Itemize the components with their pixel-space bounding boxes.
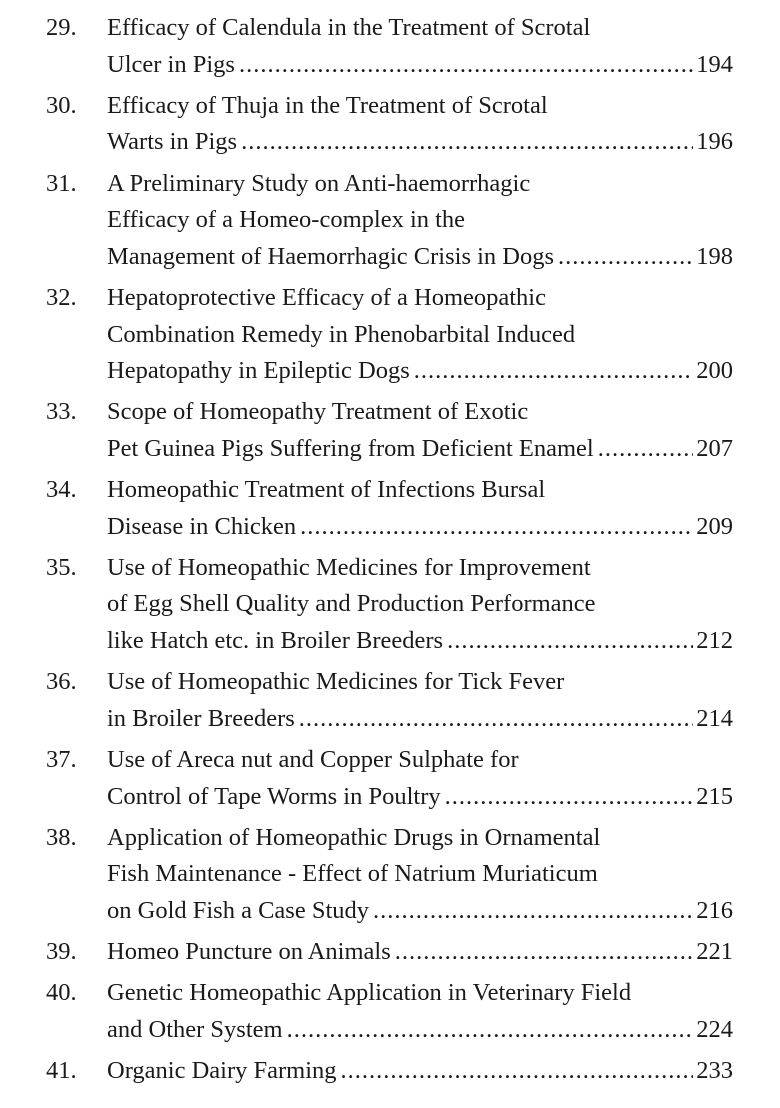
entry-title-line <box>107 550 733 587</box>
entry-title-line <box>107 623 733 660</box>
entry-title-text: Homeo Puncture on Animals <box>107 938 391 966</box>
entry-title-line <box>107 431 733 468</box>
dot-leader <box>598 431 694 468</box>
entry-title-text: Efficacy of a Homeo-complex in the <box>107 206 466 234</box>
entry-number: 30. <box>46 91 77 119</box>
entry-title-text: and Other System <box>107 1015 283 1043</box>
dot-leader <box>447 623 693 660</box>
dot-leader <box>299 701 693 738</box>
entry-title-line <box>107 472 733 509</box>
dot-leader <box>558 239 693 276</box>
entry-title-text: Use of Homeopathic Medicines for Tick Fever <box>107 668 565 696</box>
page-number: 221 <box>696 938 733 966</box>
page-number: 194 <box>696 50 733 78</box>
entry-title-line <box>107 893 733 930</box>
dot-leader <box>241 124 693 161</box>
toc-entry <box>0 280 780 390</box>
page-number: 224 <box>696 1015 733 1043</box>
page-number: 216 <box>696 897 733 924</box>
dot-leader <box>341 1053 694 1090</box>
dot-leader <box>300 509 693 546</box>
toc-entry <box>0 472 780 545</box>
entry-title-line <box>107 394 733 431</box>
entry-title-line <box>107 88 733 125</box>
toc-entry <box>0 664 780 737</box>
page-number: 209 <box>696 512 733 540</box>
entry-number: 40. <box>46 979 77 1007</box>
entry-title-text: on Gold Fish a Case Study <box>107 897 370 924</box>
entry-title-text: Efficacy of Thuja in the Treatment of Scrotal <box>107 91 548 119</box>
entry-number: 36. <box>46 668 77 696</box>
entry-title-line <box>107 353 733 390</box>
entry-title-text: in Broiler Breeders <box>107 704 295 732</box>
entry-title-text: Efficacy of Calendula in the Treatment of Scrotal <box>107 14 591 41</box>
toc-entry <box>0 166 780 276</box>
entry-title-line <box>107 820 733 857</box>
entry-title-text: of Egg Shell Quality and Production Performance <box>107 590 596 618</box>
entry-number: 38. <box>46 823 77 851</box>
entry-title-text: Ulcer in Pigs <box>107 50 235 78</box>
entry-number: 34. <box>46 476 77 504</box>
toc-entry <box>0 820 780 930</box>
entry-number: 31. <box>46 169 77 197</box>
dot-leader <box>373 893 693 930</box>
page-number: 207 <box>696 434 733 462</box>
entry-title-line <box>107 1012 733 1049</box>
entry-title-text: Use of Areca nut and Copper Sulphate for <box>107 746 519 774</box>
entry-title-text: like Hatch etc. in Broiler Breeders <box>107 627 444 655</box>
entry-title-line <box>107 701 733 738</box>
entry-title-line <box>107 975 733 1012</box>
entry-title-text: A Preliminary Study on Anti-haemorrhagic <box>107 169 531 197</box>
dot-leader <box>395 934 693 971</box>
entry-title-text: Warts in Pigs <box>107 128 238 156</box>
entry-title-text: Fish Maintenance - Effect of Natrium Muriaticum <box>107 860 598 888</box>
toc-entry <box>0 88 780 161</box>
entry-title-line <box>107 47 733 84</box>
page-number: 200 <box>696 357 733 385</box>
entry-title-text: Pet Guinea Pigs Suffering from Deficient Enamel <box>107 434 594 462</box>
entry-title-text: Application of Homeopathic Drugs in Ornamental <box>107 823 601 851</box>
page-number: 198 <box>696 242 733 270</box>
page-number: 215 <box>696 782 733 810</box>
toc-entry <box>0 1053 780 1090</box>
page-number: 212 <box>696 627 733 655</box>
toc-entry <box>0 394 780 467</box>
entry-number: 39. <box>46 938 77 966</box>
entry-number: 35. <box>46 553 77 581</box>
entry-title-line <box>107 317 733 354</box>
entry-title-text: Hepatopathy in Epileptic Dogs <box>107 357 410 385</box>
page-number: 233 <box>696 1057 733 1085</box>
entry-title-line <box>107 280 733 317</box>
dot-leader <box>445 779 694 816</box>
toc-entry <box>0 934 780 971</box>
entry-title-line <box>107 586 733 623</box>
entry-title-line <box>107 124 733 161</box>
entry-title-line <box>107 10 733 47</box>
entry-title-text: Management of Haemorrhagic Crisis in Dogs <box>107 242 555 270</box>
entry-number: 33. <box>46 398 77 426</box>
entry-title-text: Organic Dairy Farming <box>107 1057 337 1085</box>
entry-title-line <box>107 742 733 779</box>
toc-entry <box>0 550 780 660</box>
dot-leader <box>239 47 693 84</box>
entry-number: 37. <box>46 746 77 774</box>
entry-title-line <box>107 664 733 701</box>
entry-title-text: Use of Homeopathic Medicines for Improvement <box>107 553 591 581</box>
entry-title-text: Combination Remedy in Phenobarbital Induced <box>107 320 576 348</box>
dot-leader <box>414 353 693 390</box>
entry-title-line <box>107 509 733 546</box>
entry-number: 32. <box>46 283 77 311</box>
entry-title-text: Homeopathic Treatment of Infections Bursal <box>107 476 546 504</box>
toc-entry <box>0 742 780 815</box>
page-number: 214 <box>696 704 733 732</box>
entry-title-line <box>107 779 733 816</box>
entry-title-line <box>107 202 733 239</box>
toc-entry <box>0 975 780 1048</box>
entry-title-line <box>107 934 733 971</box>
entry-title-line <box>107 166 733 203</box>
entry-title-line <box>107 239 733 276</box>
entry-title-line <box>107 856 733 893</box>
dot-leader <box>287 1012 694 1049</box>
entry-number: 29. <box>46 14 77 41</box>
entry-title-line <box>107 1053 733 1090</box>
entry-title-text: Genetic Homeopathic Application in Veterinary Field <box>107 979 632 1007</box>
entry-number: 41. <box>46 1057 77 1085</box>
table-of-contents <box>0 10 780 1094</box>
entry-title-text: Disease in Chicken <box>107 512 297 540</box>
entry-title-text: Hepatoprotective Efficacy of a Homeopathic <box>107 283 546 311</box>
entry-title-text: Control of Tape Worms in Poultry <box>107 782 441 810</box>
entry-title-text: Scope of Homeopathy Treatment of Exotic <box>107 398 529 426</box>
toc-entry <box>0 10 780 83</box>
page-number: 196 <box>696 128 733 156</box>
